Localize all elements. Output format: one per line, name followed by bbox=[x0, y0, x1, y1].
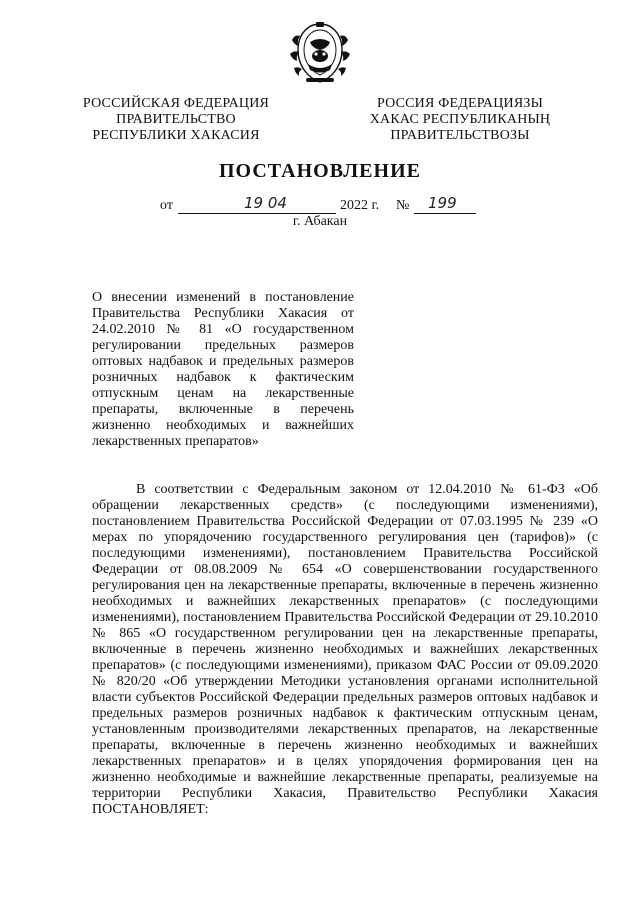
city-label: г. Абакан bbox=[292, 214, 348, 229]
handwritten-date: 19 04 bbox=[244, 194, 287, 212]
date-prefix: от bbox=[160, 198, 173, 213]
header-left-line: ПРАВИТЕЛЬСТВО bbox=[116, 112, 236, 127]
header-right-line: ПРАВИТЕЛЬСТВОЗЫ bbox=[390, 128, 530, 143]
header-left-line: РОССИЙСКАЯ ФЕДЕРАЦИЯ bbox=[82, 96, 270, 111]
document-title: ПОСТАНОВЛЕНИЕ bbox=[219, 160, 421, 182]
number-sign: № bbox=[396, 198, 410, 213]
decree-subject: О внесении изменений в постановление Правительства Республики Хакасия от 24.02.2010 № 81 «О государственном регулировании предельных размеров оптовых надбавок и предельных размеров розничных надбавок к фактическим отпускным ценам на лекарственные препараты, включенные в перечень жизненно необходимых и важнейших лекарственных препаратов» bbox=[92, 290, 354, 449]
header-right-line: ХАКАС РЕСПУБЛИКАНЫҢ bbox=[369, 112, 551, 127]
header-left-line: РЕСПУБЛИКИ ХАКАСИЯ bbox=[92, 128, 260, 143]
header-left-block bbox=[76, 96, 276, 144]
header-right-block bbox=[360, 96, 560, 144]
handwritten-number: 199 bbox=[428, 194, 457, 212]
year-label: 2022 г. bbox=[340, 198, 380, 213]
header-right-line: РОССИЯ ФЕДЕРАЦИЯЗЫ bbox=[376, 96, 544, 111]
date-number-line bbox=[160, 196, 480, 216]
coat-of-arms-emblem-icon bbox=[286, 20, 354, 86]
decree-body-paragraph: В соответствии с Федеральным законом от 12.04.2010 № 61-ФЗ «Об обращении лекарственных средств» (с последующими изменениями), постановлением Правительства Российской Федерации от 07.03.1995 № 239 «О мерах по упорядочению государственного регулирования цен (тарифов)» (с последующими изменениями), постановлением Правительства Российской Федерации от 08.08.2009 № 654 «О совершенствовании государственного регулирования цен на лекарственные препараты, включенные в перечень жизненно необходимых и важнейших лекарственных препаратов» (с последующими изменениями), постановлением Правительства Российской Федерации от 29.10.2010 № 865 «О государственном регулировании цен на лекарственные препараты, включенные в перечень жизненно необходимых и важнейших лекарственных препаратов» (с последующими изменениями), приказом ФАС России от 09.09.2020 № 820/20 «Об утверждении Методики установления органами исполнительной власти субъектов Российской Федерации предельных размеров оптовых надбавок и предельных размеров розничных надбавок к фактическим отпускным ценам, установленным производителями лекарственных препаратов, на лекарственные препараты, включенные в перечень жизненно необходимых и важнейших лекарственных препаратов» и в целях упорядочения формирования цен на жизненно необходимые и важнейшие лекарственные препараты, реализуемые на территории Республики Хакасия, Правительство Республики Хакасия ПОСТАНОВЛЯЕТ: bbox=[92, 482, 598, 817]
